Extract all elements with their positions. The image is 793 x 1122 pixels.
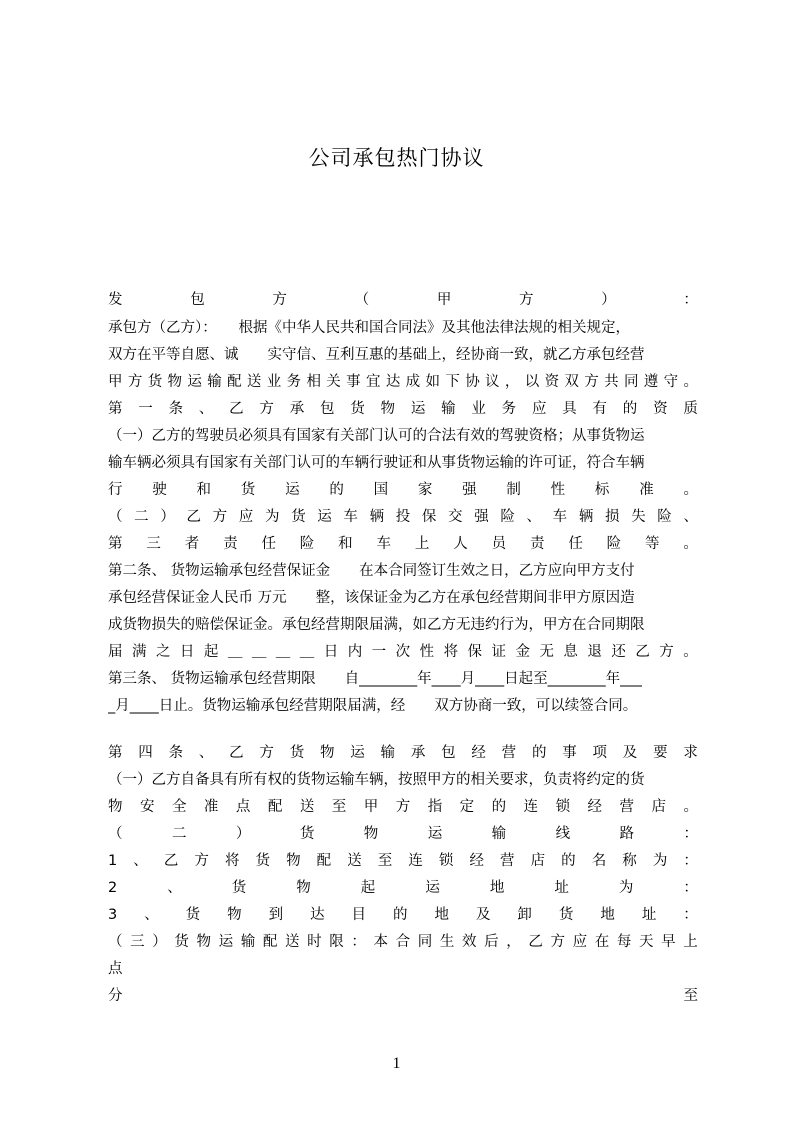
- document-line: 分 至: [108, 988, 698, 1004]
- document-line: 点: [108, 961, 123, 977]
- document-line: 物 安 全 准 点 配 送 至 甲 方 指 定 的 连 锁 经 营 店 。: [108, 799, 698, 815]
- document-line: 行 驶 和 货 运 的 国 家 强 制 性 标 准 。: [108, 482, 698, 498]
- document-line: 第 一 条 、 乙 方 承 包 货 物 运 输 业 务 应 具 有 的 资 质: [108, 401, 698, 417]
- document-line: 届 满 之 日 起 ＿ ＿ ＿ ＿ 日 内 一 次 性 将 保 证 金 无 息 退 还 乙 方 。: [108, 644, 698, 660]
- document-line: 承包经营保证金人民币 万元 整，该保证金为乙方在承包经营期间非甲方原因造: [108, 590, 635, 606]
- document-line: 承包方（乙方）： 根据《中华人民共和国合同法》及其他法律法规的相关规定，: [108, 320, 630, 336]
- document-line: 成货物损失的赔偿保证金。承包经营期限届满，如乙方无违约行为，甲方在合同期限: [108, 617, 645, 633]
- document-line: （ 二 ） 乙 方 应 为 货 运 车 辆 投 保 交 强 险 、 车 辆 损 失 险 、: [108, 509, 698, 525]
- document-line: 输车辆必须具有国家有关部门认可的车辆行驶证和从事货物运输的许可证，符合车辆: [108, 455, 645, 471]
- page-number: 1: [392, 1055, 401, 1072]
- document-line: 发 包 方 （ 甲 方 ） ：: [108, 292, 698, 308]
- document-line: _月____日止。货物运输承包经营期限届满，经 双方协商一致，可以续签合同。: [108, 698, 638, 714]
- document-line: 第二条、 货物运输承包经营保证金 在本合同签订生效之日，乙方应向甲方支付: [108, 563, 635, 579]
- document-line: 第三条、 货物运输承包经营期限 自________年____月____日起至________年___: [108, 671, 642, 687]
- document-line: 1 、 乙 方 将 货 物 配 送 至 连 锁 经 营 店 的 名 称 为 ：: [108, 853, 698, 869]
- document-line: （ 三 ） 货 物 运 输 配 送 时 限 ： 本 合 同 生 效 后 ， 乙 方 应 在 每 天 早 上: [108, 934, 698, 950]
- document-line: 第 三 者 责 任 险 和 车 上 人 员 责 任 险 等 。: [108, 536, 698, 552]
- document-line: 双方在平等自愿、诚 实守信、互利互惠的基础上，经协商一致，就乙方承包经营: [108, 347, 645, 363]
- document-line: （一）乙方自备具有所有权的货物运输车辆，按照甲方的相关要求，负责将约定的货: [108, 772, 645, 788]
- document-line: 3 、 货 物 到 达 目 的 地 及 卸 货 地 址 ：: [108, 907, 698, 923]
- document-line: 甲 方 货 物 运 输 配 送 业 务 相 关 事 宜 达 成 如 下 协 议 ， 以 资 双 方 共 同 遵 守 。: [108, 374, 698, 390]
- document-line: 第 四 条 、 乙 方 货 物 运 输 承 包 经 营 的 事 项 及 要 求: [108, 745, 698, 761]
- document-line: （ 二 ） 货 物 运 输 线 路 ：: [108, 826, 698, 842]
- document-title: 公司承包热门协议: [308, 146, 485, 170]
- document-line: （一）乙方的驾驶员必须具有国家有关部门认可的合法有效的驾驶资格；从事货物运: [108, 428, 645, 444]
- document-line: 2 、 货 物 起 运 地 址 为 ：: [108, 880, 698, 896]
